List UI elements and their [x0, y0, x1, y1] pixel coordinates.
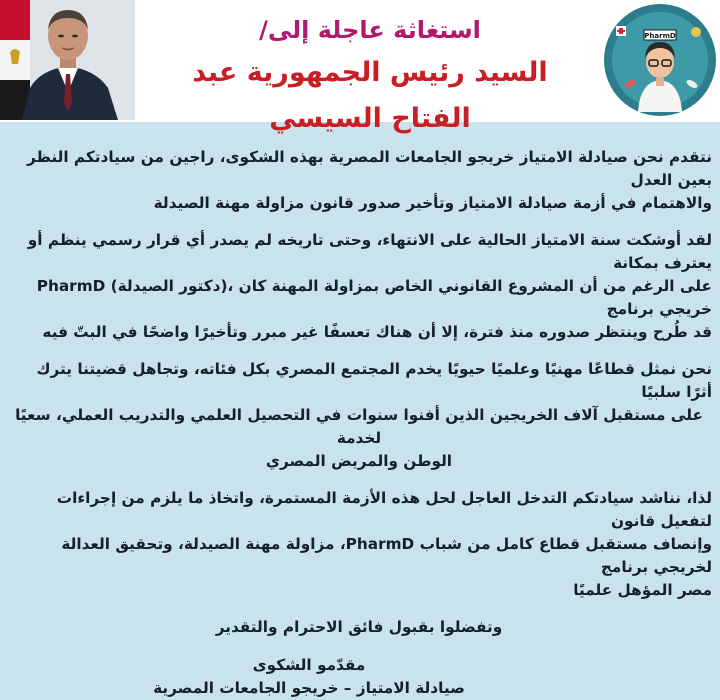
paragraph-3 [6, 358, 712, 473]
letter-body [6, 146, 712, 700]
paragraph-line: لذا، نناشد سيادتكم التدخل العاجل لحل هذه الأزمة المستمرة، واتخاذ ما يلزم من إجراءات لتفعيل قانون [56, 489, 712, 530]
paragraph-line: على مستقبل آلاف الخريجين الذين أفنوا سنوات في التحصيل العلمي والتدريب العملي، سعيًا لخدمة [15, 406, 703, 447]
paragraph-line: نحن نمثل قطاعًا مهنيًا وعلميًا حيويًا يخدم المجتمع المصري بكل فئاته، وتجاهل قضيتنا يترك أثرًا سلبيًا [36, 360, 712, 401]
president-photo [0, 0, 135, 120]
paragraph-2 [6, 229, 712, 344]
title-line-2: السيد رئيس الجمهورية عبد الفتاح السيسي [192, 57, 548, 134]
logo-label: PharmD [644, 32, 676, 40]
paragraph-line: نتقدم نحن صيادلة الامتياز خريجو الجامعات المصرية بهذه الشكوى، راجين من سيادتكم النظر بعين العدل [26, 148, 712, 189]
title-block [150, 8, 590, 134]
pharmd-logo [600, 0, 720, 120]
paragraph-line: والاهتمام في أزمة صيادلة الامتياز وتأخير صدور قانون مزاولة مهنة الصيدلة [153, 194, 712, 212]
paragraph-1 [6, 146, 712, 215]
closing-line: وتفضلوا بقبول فائق الاحترام والتقدير [215, 618, 503, 636]
signature-title: مقدّمو الشكوى [252, 656, 366, 675]
header-banner [0, 0, 720, 134]
paragraph-line: لقد أوشكت سنة الامتياز الحالية على الانتهاء، وحتى تاريخه لم يصدر أي قرار رسمي ينظم أو يعترف بمكانة [27, 231, 712, 272]
paragraph-line: قد طُرح وينتظر صدوره منذ فترة، إلا أن هناك تعسفًا غير مبرر وتأخيرًا واضحًا في البتّ فيه [42, 323, 712, 341]
signature-name: صيادلة الامتياز – خريجو الجامعات المصرية [153, 679, 465, 698]
paragraph-line: الوطن والمريض المصري [265, 452, 453, 470]
paragraph-line: مصر المؤهل علميًا [573, 581, 712, 599]
title-line-1: استغاثة عاجلة إلى/ [259, 16, 481, 44]
paragraph-line: وإنصاف مستقبل قطاع كامل من شباب PharmD، مزاولة مهنة الصيدلة، وتحقيق العدالة لخريجي برنامج [61, 535, 712, 576]
signature-block [6, 654, 712, 700]
paragraph-4 [6, 487, 712, 602]
paragraph-line: على الرغم من أن المشروع القانوني الخاص بمزاولة المهنة كان ،(دكتور الصيدلة) PharmD خريجي برنامج [36, 277, 712, 318]
